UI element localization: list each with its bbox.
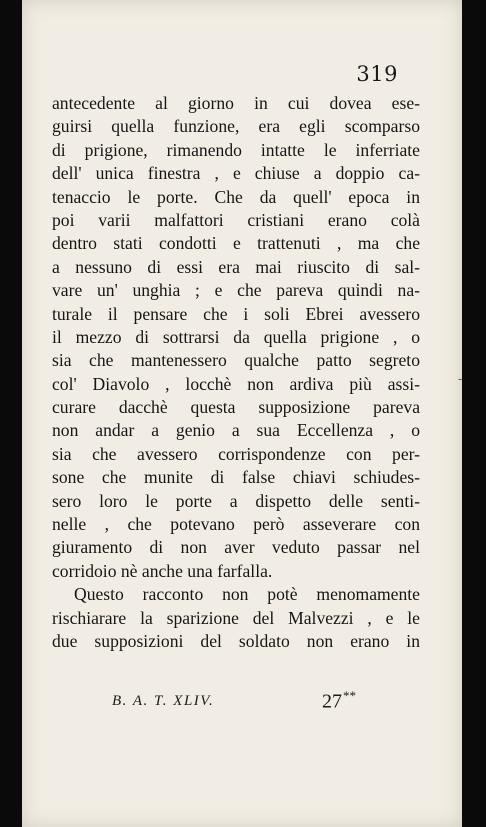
- signature-number: 27: [322, 690, 342, 713]
- text-line: giuramento di non aver veduto passar nel: [52, 537, 420, 558]
- text-line: due supposizioni del soldato non erano in: [52, 630, 420, 651]
- text-line: di prigione, rimanendo intatte le inferriate: [52, 139, 420, 160]
- text-line: sero loro le porte a dispetto delle senti-: [52, 490, 420, 511]
- text-line: rischiarare la sparizione del Malvezzi , e le: [52, 607, 420, 628]
- text-line: a nessuno di essi era mai riuscito di sal-: [52, 256, 420, 277]
- paragraph-end-line: corridoio nè anche una farfalla.: [52, 560, 273, 581]
- text-line: sone che munite di false chiavi schiudes-: [52, 467, 420, 488]
- text-line: dell' unica finestra , e chiuse a doppio ca-: [52, 163, 420, 184]
- book-page: [22, 0, 462, 827]
- margin-mark: -: [458, 372, 463, 386]
- text-line: sia che avessero corrispondenze con per-: [52, 443, 420, 464]
- text-line: nelle , che potevano però asseverare con: [52, 514, 420, 535]
- text-line: tenaccio le porte. Che da quell' epoca in: [52, 186, 420, 207]
- text-line: non andar a genio a sua Eccellenza , o: [52, 420, 420, 441]
- body-text: [52, 92, 420, 653]
- text-line: dentro stati condotti e trattenuti , ma che: [52, 233, 420, 254]
- text-line: sia che mantenessero qualche patto segreto: [52, 350, 420, 371]
- paragraph-start-line: Questo racconto non potè menomamente: [74, 584, 420, 605]
- page-number: 319: [356, 62, 398, 86]
- signature-stars: **: [343, 688, 356, 703]
- text-line: guirsi quella funzione, era egli scomparso: [52, 116, 420, 137]
- text-line: vare un' unghia ; e che pareva quindi na-: [52, 280, 420, 301]
- text-line: col' Diavolo , locchè non ardiva più assi-: [52, 373, 420, 394]
- signature-mark: [322, 688, 356, 714]
- text-line: il mezzo di sottrarsi da quella prigione , o: [52, 326, 420, 347]
- text-line: curare dacchè questa supposizione pareva: [52, 397, 420, 418]
- text-line: antecedente al giorno in cui dovea ese-: [52, 93, 420, 113]
- text-line: poi varii malfattori cristiani erano colà: [52, 209, 420, 230]
- text-line: turale il pensare che i soli Ebrei avessero: [52, 303, 420, 324]
- printer-signature: B. A. T. XLIV.: [112, 693, 215, 709]
